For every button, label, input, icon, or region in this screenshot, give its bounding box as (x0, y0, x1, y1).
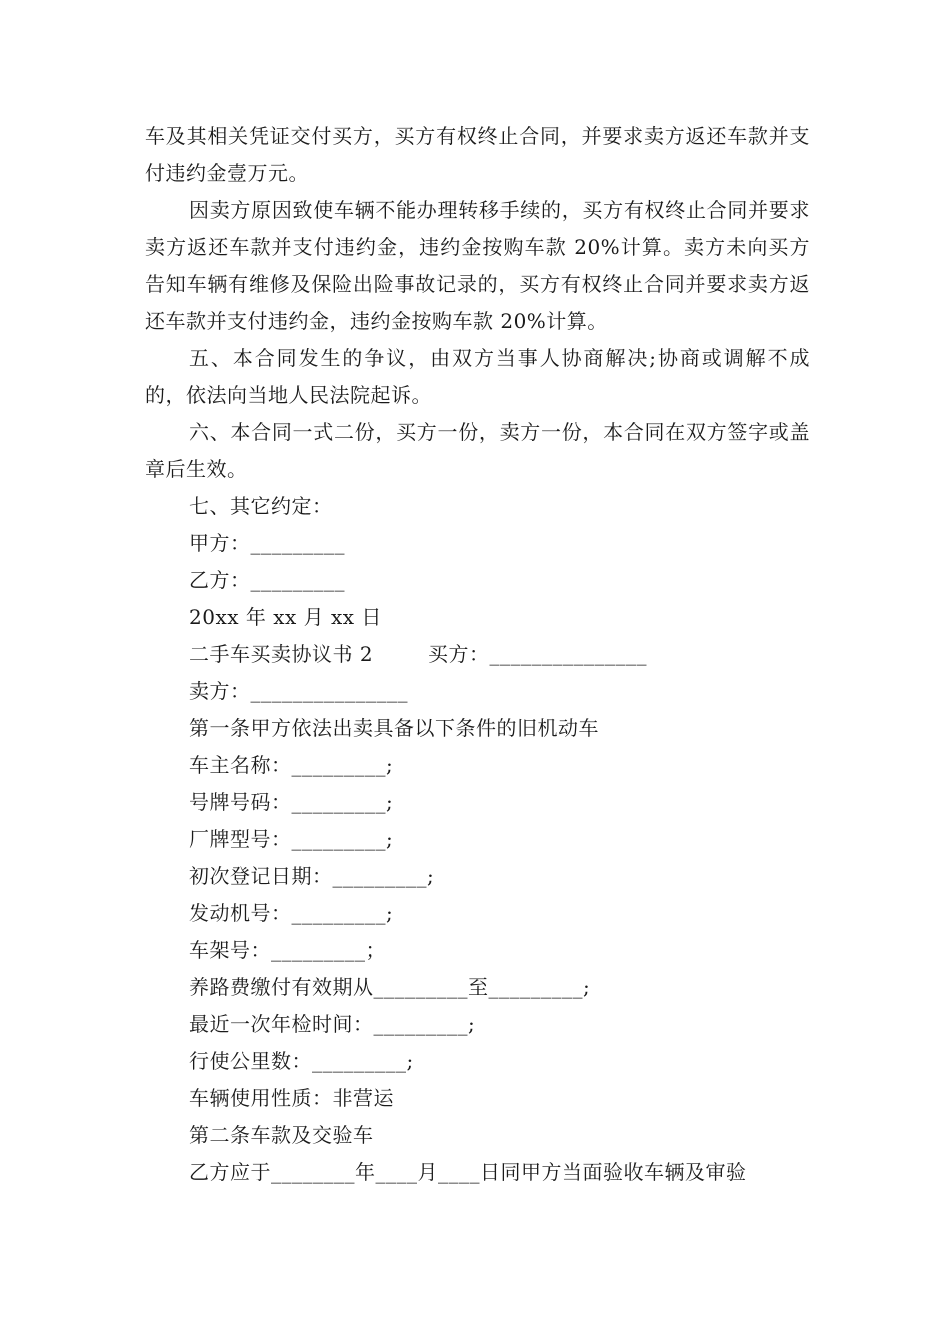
date-line: 20xx 年 xx 月 xx 日 (189, 605, 382, 629)
paragraph-transfer-failure: 因卖方原因致使车辆不能办理转移手续的，买方有权终止合同并要求卖方返还车款并支付违约金，违约金按购车款 20%计算。卖方未向买方告知车辆有维修及保险出险事故记录的，买方有权终止合同并要求卖方返还车款并支付违约金，违约金按购车款 20%计算。 (145, 198, 810, 333)
inspection-date-line: 乙方应于________年____月____日同甲方当面验收车辆及审验 (189, 1160, 747, 1184)
article-2-heading: 第二条车款及交验车 (189, 1123, 374, 1147)
clause-7-heading: 七、其它约定： (189, 494, 333, 518)
article-1-heading: 第一条甲方依法出卖具备以下条件的旧机动车 (189, 716, 599, 740)
agreement-2-title-buyer: 二手车买卖协议书 2 买方：_______________ (189, 642, 647, 666)
frame-number-field: 车架号：_________； (189, 938, 386, 962)
brand-model-field: 厂牌型号：_________; (189, 827, 394, 851)
party-b-line: 乙方：_________ (189, 568, 345, 592)
party-a-line: 甲方：_________ (189, 531, 345, 555)
usage-nature-line: 车辆使用性质：非营运 (189, 1086, 394, 1110)
last-inspection-field: 最近一次年检时间：_________; (189, 1012, 476, 1036)
seller-line: 卖方：_______________ (189, 679, 408, 703)
first-registration-field: 初次登记日期：_________; (189, 864, 435, 888)
plate-number-field: 号牌号码：_________; (189, 790, 394, 814)
contract-text (145, 118, 810, 1191)
paragraph-clause-6: 六、本合同一式二份，买方一份，卖方一份，本合同在双方签字或盖章后生效。 (145, 420, 810, 481)
mileage-field: 行使公里数：_________; (189, 1049, 414, 1073)
owner-name-field: 车主名称：_________; (189, 753, 394, 777)
road-fee-period-field: 养路费缴付有效期从_________至_________; (189, 975, 591, 999)
engine-number-field: 发动机号：_________; (189, 901, 394, 925)
paragraph-breach-penalty: 车及其相关凭证交付买方，买方有权终止合同，并要求卖方返还车款并支付违约金壹万元。 (145, 124, 810, 185)
paragraph-clause-5: 五、本合同发生的争议，由双方当事人协商解决;协商或调解不成的，依法向当地人民法院起诉。 (145, 346, 810, 407)
